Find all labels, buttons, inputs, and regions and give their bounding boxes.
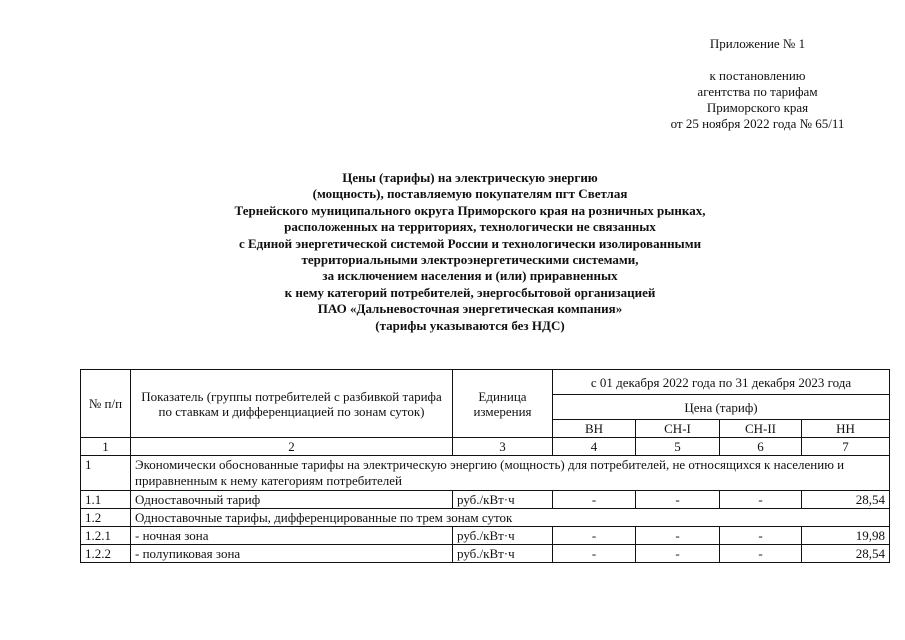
header-period: с 01 декабря 2022 года по 31 декабря 2023 года [553,370,890,395]
appendix-title: Приложение № 1 [709,36,806,51]
row-number: 1 [81,456,131,491]
title-line: с Единой энергетической системой России и технологически изолированными [238,235,702,251]
header-price: Цена (тариф) [553,395,890,420]
row-number: 1.2 [81,509,131,527]
header-unit: Единица измерения [453,370,553,438]
value-sn1: - [636,545,720,563]
row-unit: руб./кВт·ч [453,545,553,563]
table-row [81,545,890,563]
title-line: Цены (тарифы) на электрическую энергию [342,170,598,185]
row-number: 1.2.2 [81,545,131,563]
table-row [81,509,890,527]
value-nn: 19,98 [802,527,890,545]
title-line: к нему категорий потребителей, энергосбытовой организацией [284,284,656,300]
col-number: 3 [453,438,553,456]
value-sn2: - [720,491,802,509]
appendix-line-1: к постановлению [709,68,806,83]
header-level-sn2: СН-II [720,420,802,438]
value-sn1: - [636,527,720,545]
value-nn: 28,54 [802,545,890,563]
header-num: № п/п [81,370,131,438]
row-name: - ночная зона [131,527,453,545]
section-text: Одноставочные тарифы, дифференцированные по трем зонам суток [131,509,890,527]
col-number: 4 [553,438,636,456]
row-unit: руб./кВт·ч [453,527,553,545]
value-sn2: - [720,545,802,563]
value-vn: - [553,527,636,545]
appendix-line-3: Приморского края [706,100,809,115]
appendix-block [640,36,875,132]
title-line: за исключением населения и (или) приравненных [322,268,618,284]
title-line: территориальными электроэнергетическими системами, [301,252,639,268]
section-text: Экономически обоснованные тарифы на электрическую энергию (мощность) для потребителей, не относящихся к населению и приравненным к нему категориям потребителей [131,456,890,491]
spacer [640,52,875,68]
value-vn: - [553,491,636,509]
value-sn2: - [720,527,802,545]
row-number: 1.2.1 [81,527,131,545]
header-level-nn: НН [802,420,890,438]
title-line: расположенных на территориях, технологически не связанных [284,219,656,235]
col-number: 1 [81,438,131,456]
value-sn1: - [636,491,720,509]
col-number: 2 [131,438,453,456]
row-number: 1.1 [81,491,131,509]
column-numbers-row [81,438,890,456]
col-number: 6 [720,438,802,456]
row-name: Одноставочный тариф [131,491,453,509]
appendix-line-2: агентства по тарифам [697,84,818,99]
document-title [120,170,820,334]
title-line: Тернейского муниципального округа Приморского края на розничных рынках, [234,202,706,218]
title-line: (тарифы указываются без НДС) [375,317,565,333]
header-level-sn1: СН-I [636,420,720,438]
table-row [81,491,890,509]
col-number: 7 [802,438,890,456]
col-number: 5 [636,438,720,456]
table-row [81,456,890,491]
row-name: - полупиковая зона [131,545,453,563]
header-level-vn: ВН [553,420,636,438]
header-indicator: Показатель (группы потребителей с разбивкой тарифа по ставкам и дифференциацией по зонам суток) [131,370,453,438]
appendix-line-4: от 25 ноября 2022 года № 65/11 [670,116,845,131]
title-line: ПАО «Дальневосточная энергетическая компания» [317,301,623,317]
title-line: (мощность), поставляемую покупателям пгт Светлая [312,186,628,202]
table-header-row [81,370,890,395]
value-nn: 28,54 [802,491,890,509]
value-vn: - [553,545,636,563]
tariff-table [80,369,890,563]
table-row [81,527,890,545]
row-unit: руб./кВт·ч [453,491,553,509]
